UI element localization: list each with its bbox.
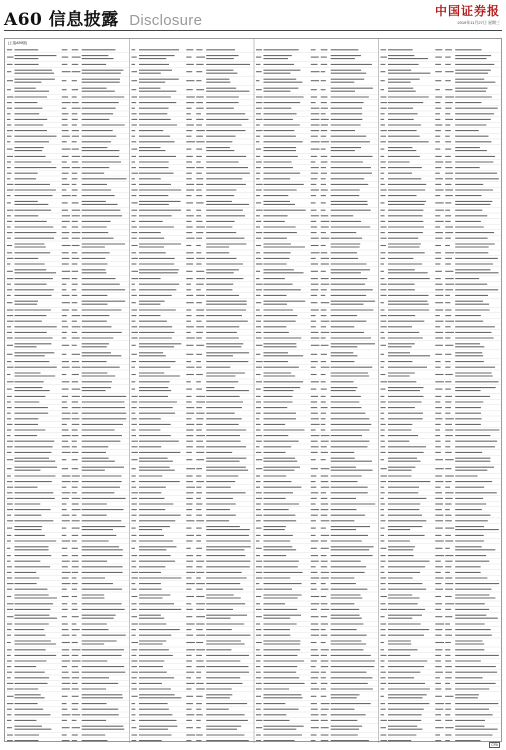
- fund-list-table-grid: [5, 39, 503, 743]
- section-title-cn: 信息披露: [48, 10, 119, 30]
- page-number: A60: [4, 10, 43, 30]
- section-title-en: Disclosure: [129, 12, 203, 29]
- newspaper-masthead: 中国证券报: [434, 4, 500, 18]
- page-header: [0, 0, 506, 30]
- disclosure-table: [4, 38, 502, 742]
- header-divider: [4, 30, 502, 31]
- page-section-title: [4, 5, 202, 30]
- footer-mark: CPA: [491, 743, 498, 747]
- continued-from-label: (上接A59版): [8, 41, 28, 45]
- issue-date: 2019年11月27日 星期三: [457, 20, 500, 25]
